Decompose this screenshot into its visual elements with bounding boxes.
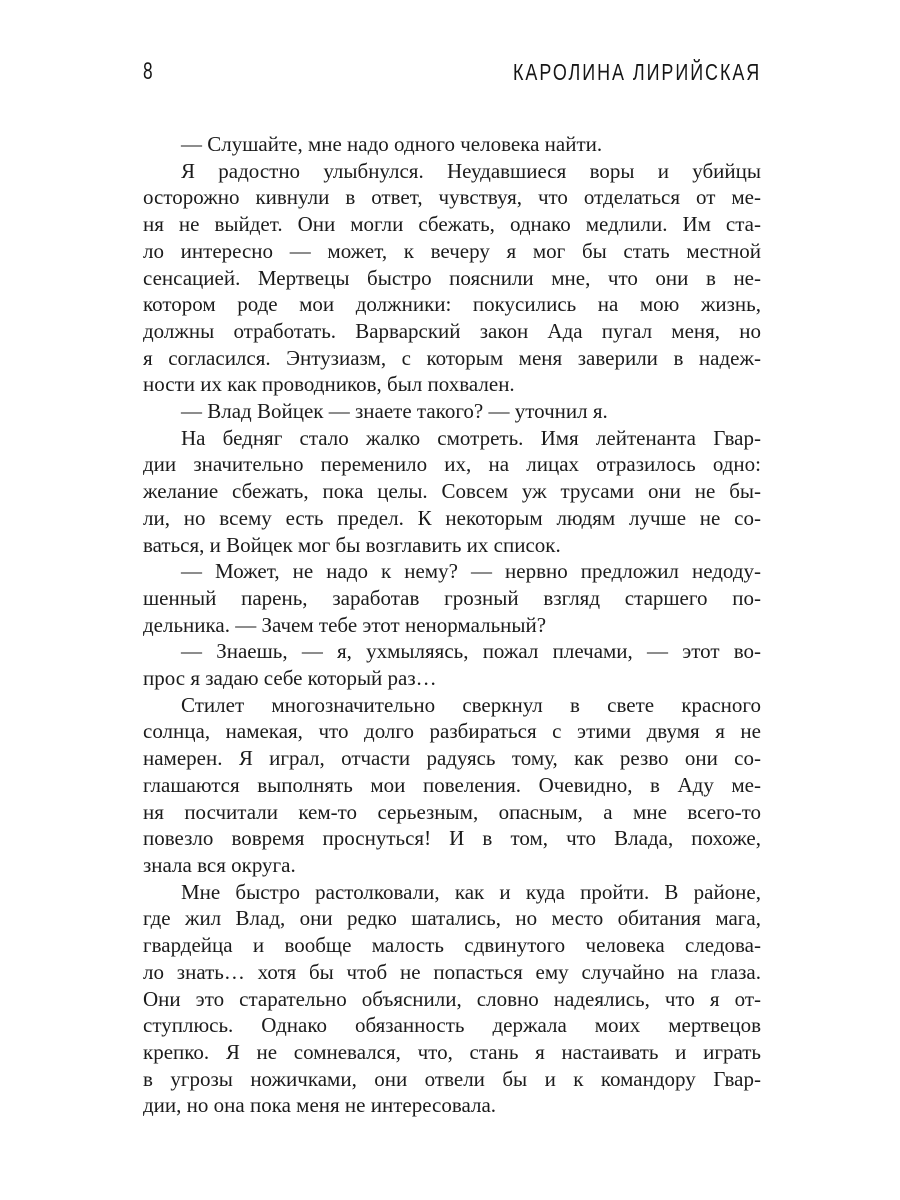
text-line: Они это старательно объяснили, словно надеялись, что я от- (143, 986, 761, 1011)
text-line: Я радостно улыбнулся. Неудавшиеся воры и убийцы (181, 158, 761, 183)
text-line: ня посчитали кем-то серьезным, опасным, а мне всего-то (143, 799, 761, 824)
text-line: я согласился. Энтузиазм, с которым меня заверили в надеж- (143, 345, 761, 370)
text-line: намерен. Я играл, отчасти радуясь тому, как резво они со- (143, 746, 761, 771)
text-line: котором роде мои должники: покусились на мою жизнь, (143, 292, 761, 317)
text-line: гвардейца и вообще малость сдвинутого человека следова- (143, 933, 761, 958)
page-text (143, 131, 761, 1119)
text-line: глашаются выполнять мои повеления. Очевидно, в Аду ме- (143, 772, 761, 797)
text-line: в угрозы ножичками, они отвели бы и к командору Гвар- (143, 1066, 761, 1091)
text-line: ло знать… хотя бы чтоб не попасться ему случайно на глаза. (143, 959, 761, 984)
text-line: ли, но всему есть предел. К некоторым людям лучше не со- (143, 505, 761, 530)
text-line: На бедняг стало жалко смотреть. Имя лейтенанта Гвар- (181, 425, 761, 450)
text-line: ваться, и Войцек мог бы возглавить их список. (143, 532, 561, 557)
text-line: — Слушайте, мне надо одного человека найти. (181, 132, 603, 156)
text-line: где жил Влад, они редко шатались, но место обитания мага, (143, 906, 761, 931)
page-number: 8 (143, 58, 153, 85)
text-line: осторожно кивнули в ответ, чувствуя, что отделаться от ме- (143, 185, 761, 210)
text-line: — Может, не надо к нему? — нервно предложил недоду- (181, 559, 761, 584)
text-line: солнца, намекая, что долго разбираться с этими двумя я не (143, 719, 761, 744)
text-line: — Влад Войцек — знаете такого? — уточнил я. (181, 399, 608, 424)
text-line: дельника. — Зачем тебе этот ненормальный? (143, 612, 547, 637)
text-line: должны отработать. Варварский закон Ада пугал меня, но (143, 318, 761, 343)
text-line: желание сбежать, пока целы. Совсем уж трусами они не бы- (143, 479, 761, 504)
text-line: ступлюсь. Однако обязанность держала моих мертвецов (143, 1013, 761, 1038)
running-header (143, 58, 761, 84)
text-line: Мне быстро растолковали, как и куда пройти. В районе, (181, 879, 761, 904)
text-line: сенсацией. Мертвецы быстро пояснили мне, что они в не- (143, 265, 761, 290)
text-line: дии значительно переменило их, на лицах отразилось одно: (143, 452, 761, 477)
text-line: ности их как проводников, был похвален. (143, 372, 515, 397)
text-line: ня не выйдет. Они могли сбежать, однако медлили. Им ста- (143, 212, 761, 237)
text-line: ло интересно — может, к вечеру я мог бы стать местной (143, 238, 761, 263)
text-line: Стилет многозначительно сверкнул в свете красного (181, 692, 761, 717)
text-line: дии, но она пока меня не интересовала. (143, 1093, 497, 1118)
text-line: крепко. Я не сомневался, что, стань я настаивать и играть (143, 1039, 761, 1064)
text-line: — Знаешь, — я, ухмыляясь, пожал плечами, — этот во- (181, 639, 761, 664)
running-header-author: КАРОЛИНА ЛИРИЙСКАЯ (512, 59, 761, 85)
text-line: шенный парень, заработав грозный взгляд старшего по- (143, 585, 761, 610)
text-line: прос я задаю себе который раз… (143, 666, 437, 691)
text-line: повезло вовремя проснуться! И в том, что Влада, похоже, (143, 826, 761, 851)
text-line: знала вся округа. (143, 852, 296, 877)
